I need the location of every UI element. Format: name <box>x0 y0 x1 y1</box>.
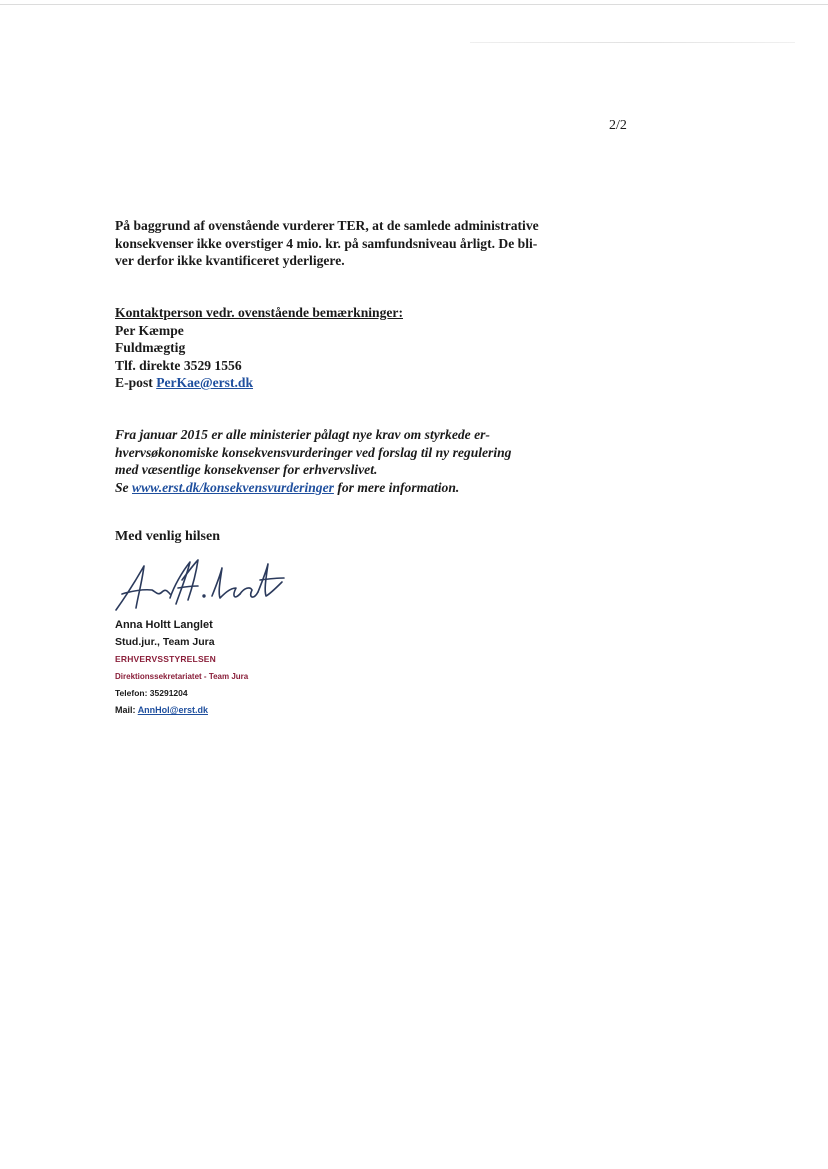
signature-block <box>115 617 248 719</box>
contact-title: Fuldmægtig <box>115 340 186 355</box>
notice-see-suffix: for mere information. <box>337 479 460 495</box>
body-line: konsekvenser ikke overstiger 4 mio. kr. på samfundsniveau årligt. De bli- <box>115 235 538 251</box>
page-number: 2/2 <box>609 118 627 133</box>
notice-paragraph <box>115 426 555 496</box>
notice-see-row <box>115 479 555 497</box>
signer-phone: Telefon: 35291204 <box>115 688 188 698</box>
signer-department: Direktionssekretariatet - Team Jura <box>115 672 249 681</box>
body-line: ver derfor ikke kvantificeret yderligere. <box>115 253 345 268</box>
notice-link[interactable]: www.erst.dk/konsekvensvurderinger <box>132 479 334 495</box>
greeting: Med venlig hilsen <box>115 529 221 544</box>
signer-organization: ERHVERVSSTYRELSEN <box>115 654 217 664</box>
contact-name: Per Kæmpe <box>115 322 184 338</box>
signer-mail-label: Mail: <box>115 705 136 715</box>
contact-phone: Tlf. direkte 3529 1556 <box>115 357 242 373</box>
handwritten-signature <box>112 558 287 618</box>
scan-edge-top <box>0 4 828 5</box>
body-line: På baggrund af ovenstående vurderer TER, at de samlede administrative <box>115 218 539 233</box>
body-paragraph <box>115 217 555 270</box>
contact-block <box>115 304 555 392</box>
notice-line: Fra januar 2015 er alle ministerier pålagt nye krav om styrkede er- <box>115 427 490 442</box>
contact-email-link[interactable]: PerKae@erst.dk <box>156 375 254 390</box>
contact-email-label: E-post <box>115 375 153 390</box>
scan-edge-mark <box>470 42 795 43</box>
notice-line: med væsentlige konsekvenser for erhvervslivet. <box>115 462 378 477</box>
signer-mail-row <box>115 702 248 719</box>
signer-name: Anna Holtt Langlet <box>115 619 213 631</box>
signer-mail-link[interactable]: AnnHol@erst.dk <box>137 705 208 715</box>
signer-title: Stud.jur., Team Jura <box>115 636 215 648</box>
notice-see-prefix: Se <box>115 479 129 495</box>
contact-heading: Kontaktperson vedr. ovenstående bemærkninger: <box>115 305 403 320</box>
contact-email-row <box>115 374 555 392</box>
notice-line: hvervsøkonomiske konsekvensvurderinger ved forslag til ny regulering <box>115 444 512 460</box>
